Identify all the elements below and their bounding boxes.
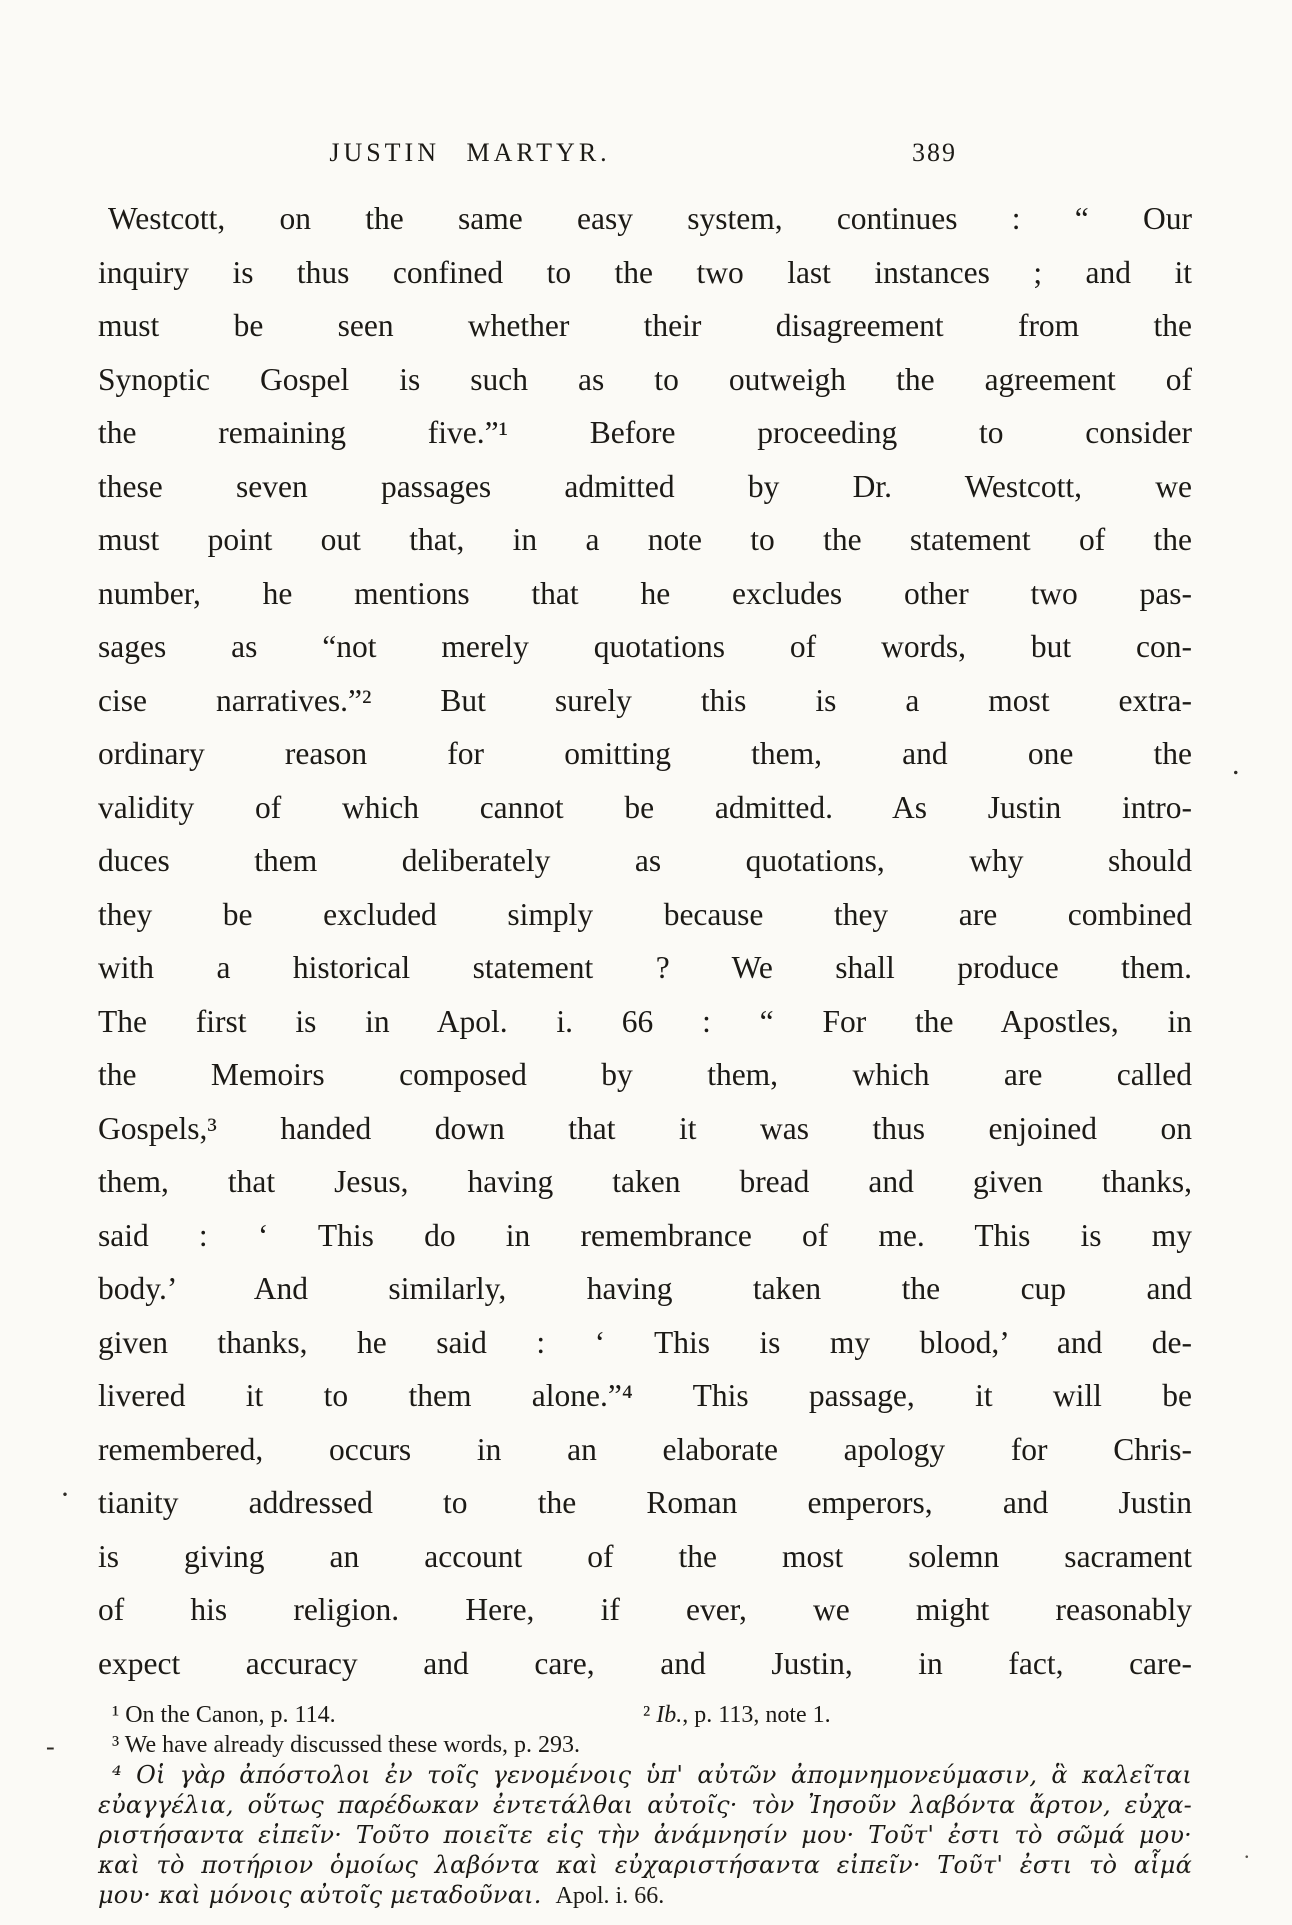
- footnote-row-1: [98, 1700, 1192, 1730]
- scan-artifact-dot-2: .: [1244, 1838, 1250, 1863]
- body-line: of his religion. Here, if ever, we might reasonably: [98, 1592, 1192, 1627]
- body-line: body.’ And similarly, having taken the cup and: [98, 1271, 1192, 1306]
- page-header: [98, 138, 1192, 174]
- scan-artifact-dot: .: [1232, 748, 1240, 781]
- footnote-4-line-3: ριστήσαντα εἰπεῖν· Τοῦτο ποιεῖτε εἰς τὴν ἀνάμνησίν μου· Τοῦτ' ἐστι τὸ σῶμά μου·: [98, 1821, 1192, 1849]
- footnote-2: [643, 1700, 831, 1730]
- body-line: livered it to them alone.”⁴ This passage, it will be: [98, 1378, 1192, 1413]
- body-line: validity of which cannot be admitted. As Justin intro-: [98, 789, 1192, 825]
- footnote-4-line-5: [98, 1880, 1192, 1910]
- footnote-2-rest: , p. 113, note 1.: [682, 1702, 831, 1728]
- body-line: The first is in Apol. i. 66 : “ For the Apostles, in: [98, 1003, 1192, 1039]
- footnote-3: ³ We have already discussed these words, p. 293.: [112, 1732, 581, 1758]
- body-line: sages as “not merely quotations of words, but con-: [98, 629, 1192, 664]
- body-line: duces them deliberately as quotations, why should: [98, 843, 1192, 878]
- footnote-4-reference: Apol. i. 66.: [555, 1883, 665, 1909]
- body-text-block: [98, 192, 1192, 1690]
- footnote-2-italic: Ib.: [656, 1702, 683, 1728]
- body-line: with a historical statement ? We shall produce them.: [98, 950, 1192, 985]
- body-line: said : ‘ This do in remembrance of me. This is my: [98, 1217, 1192, 1253]
- body-line: must be seen whether their disagreement from the: [98, 308, 1192, 343]
- body-line: is giving an account of the most solemn sacrament: [98, 1538, 1192, 1574]
- body-line: remembered, occurs in an elaborate apology for Chris-: [98, 1431, 1192, 1467]
- body-line: they be excluded simply because they are combined: [98, 896, 1192, 932]
- body-line: Gospels,³ handed down that it was thus enjoined on: [98, 1110, 1192, 1146]
- footnote-1: ¹ On the Canon, p. 114.: [112, 1702, 336, 1728]
- footnotes-section: [98, 1700, 1192, 1910]
- body-line: Synoptic Gospel is such as to outweigh the agreement of: [98, 361, 1192, 397]
- scan-artifact-dash: -: [46, 1732, 55, 1761]
- footnote-2-marker: ²: [643, 1702, 657, 1728]
- body-line: ordinary reason for omitting them, and one the: [98, 736, 1192, 771]
- body-line: tianity addressed to the Roman emperors, and Justin: [98, 1485, 1192, 1520]
- running-title: JUSTIN MARTYR.: [329, 138, 611, 167]
- scan-artifact-bullet: ·: [60, 1478, 70, 1511]
- body-line: cise narratives.”² But surely this is a most extra-: [98, 682, 1192, 718]
- body-line: them, that Jesus, having taken bread and given thanks,: [98, 1164, 1192, 1199]
- body-line: expect accuracy and care, and Justin, in fact, care-: [98, 1645, 1192, 1681]
- body-line: Westcott, on the same easy system, continues : “ Our: [108, 201, 1192, 236]
- footnote-4-line-1: ⁴ Οἱ γὰρ ἀπόστολοι ἐν τοῖς γενομένοις ὑπ' αὐτῶν ἀπομνημονεύμασιν, ἃ καλεῖται: [112, 1761, 1192, 1789]
- body-line: number, he mentions that he excludes other two pas-: [98, 575, 1192, 611]
- body-line: inquiry is thus confined to the two last instances ; and it: [98, 254, 1192, 290]
- footnote-4-line-4: καὶ τὸ ποτήριον ὁμοίως λαβόντα καὶ εὐχαριστήσαντα εἰπεῖν· Τοῦτ' ἐστι τὸ αἷμά: [98, 1851, 1192, 1879]
- page-number: 389: [912, 138, 957, 167]
- body-line: must point out that, in a note to the statement of the: [98, 522, 1192, 557]
- body-line: the remaining five.”¹ Before proceeding to consider: [98, 415, 1192, 450]
- footnote-4-greek-end: μου· καὶ μόνοις αὐτοῖς μεταδοῦναι.: [98, 1881, 542, 1909]
- footnote-4-line-2: εὐαγγέλια, οὕτως παρέδωκαν ἐντετάλθαι αὐτοῖς· τὸν Ἰησοῦν λαβόντα ἄρτον, εὐχα-: [98, 1791, 1192, 1819]
- body-line: these seven passages admitted by Dr. Westcott, we: [98, 468, 1192, 504]
- body-line: given thanks, he said : ‘ This is my blood,’ and de-: [98, 1324, 1192, 1360]
- body-line: the Memoirs composed by them, which are called: [98, 1057, 1192, 1092]
